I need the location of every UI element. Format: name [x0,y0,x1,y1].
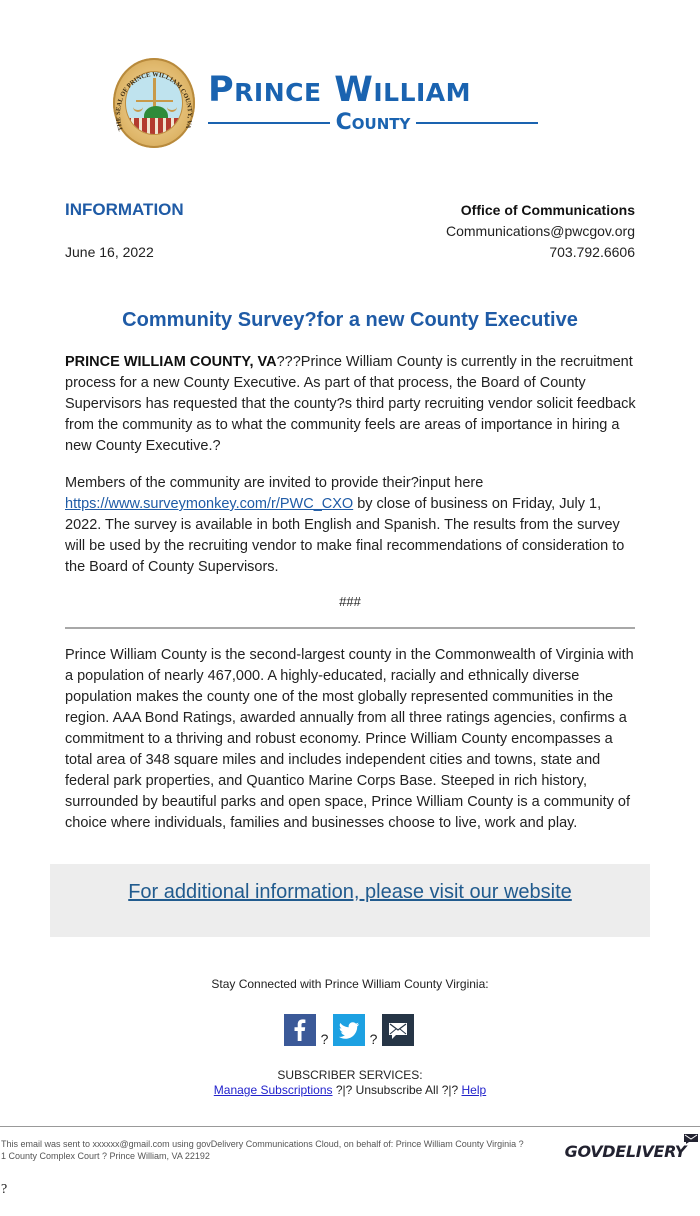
link-separator: ?|? [332,1083,356,1097]
brand-rule-right [416,122,538,124]
paragraph-2-rest: by close of business on Friday, July 1, 2022. The survey is available in both English and Spanish. The results from the survey will be used by the recruiting vendor to make final recommendations of consideration to the Board of County Supervisors. [65,496,625,575]
paragraph-1-body: ???Prince William County is currently in the recruitment process for a new County Executive. As part of that process, the Board of County Supervisors has requested that the county?s third party recruiting vendor solicit feedback from the community as to what the community feels are areas of importance in hiring a new County Executive.? [65,354,636,454]
svg-text:THE SEAL OF PRINCE WILLIAM COU: THE SEAL OF PRINCE WILLIAM COUNTY, VA [114,71,194,132]
brand-rule-left [208,122,330,124]
article-paragraph-1 [65,352,640,457]
paragraph-2-intro: Members of the community are invited to provide their?input here [65,475,484,491]
govdelivery-envelope-icon [684,1134,698,1144]
subscriber-services-heading: SUBSCRIBER SERVICES: [277,1068,423,1082]
footer-line-2: 1 County Complex Court ? Prince William, VA 22192 [1,1151,210,1161]
unsubscribe-all-text[interactable]: Unsubscribe All [355,1083,439,1097]
section-divider [65,627,635,629]
office-name: Office of Communications [460,202,635,218]
social-separator: ? [320,1031,329,1047]
subscriber-links [0,1083,700,1097]
website-link[interactable]: For additional information, please visit our website [128,881,572,903]
social-separator: ? [369,1031,378,1047]
govdelivery-logo[interactable]: GOVDELIVERY [564,1142,686,1161]
county-seal-icon [113,58,195,148]
dateline: PRINCE WILLIAM COUNTY, VA [65,354,277,370]
link-separator: ?|? [438,1083,462,1097]
brand-name-line2 [208,110,538,136]
website-cta-box [50,864,650,937]
twitter-icon[interactable] [333,1014,365,1046]
stay-connected-heading: Stay Connected with Prince William County Virginia: [211,977,489,991]
release-date: June 16, 2022 [65,244,154,260]
footer-divider [0,1126,700,1127]
brand-name-line1: Prince William [208,70,472,110]
survey-link[interactable]: https://www.surveymonkey.com/r/PWC_CXO [65,496,354,512]
article-title: Community Survey?for a new County Executive [122,309,578,331]
email-icon[interactable] [382,1014,414,1046]
end-mark: ### [339,594,361,609]
help-link[interactable]: Help [461,1083,487,1097]
brand-county-text: County [335,110,411,135]
county-logo [113,58,538,150]
office-email: Communications@pwcgov.org [445,223,635,239]
seal-ring-text [113,58,195,148]
office-phone: 703.792.6606 [549,244,635,260]
about-county-paragraph: Prince William County is the second-largest county in the Commonwealth of Virginia with a population of nearly 467,000. A highly-educated, racially and ethnically diverse population makes the county one of the most globally represented communities in the region. AAA Bond Ratings, awarded annually from all three ratings agencies, confirms a commitment to a thriving and robust economy. Prince William County encompasses a total area of 348 square miles and includes independent cities and towns, state and federal park properties, and Quantico Marine Corps Base. Steeped in rich history, surrounded by beautiful parks and open space, Prince William County is a community of choice where individuals, families and businesses choose to live, work and play. [65,647,634,831]
manage-subscriptions-link[interactable]: Manage Subscriptions [213,1083,333,1097]
footer-line-1: This email was sent to xxxxxx@gmail.com using govDelivery Communications Cloud, on behalf of: Prince William County Virginia ? [1,1139,524,1149]
trailing-character: ? [1,1182,8,1197]
social-icons-row [284,1012,414,1046]
facebook-icon[interactable] [284,1014,316,1046]
information-label: INFORMATION [65,200,184,219]
footer-disclaimer [1,1138,581,1162]
article-paragraph-2 [65,473,640,578]
